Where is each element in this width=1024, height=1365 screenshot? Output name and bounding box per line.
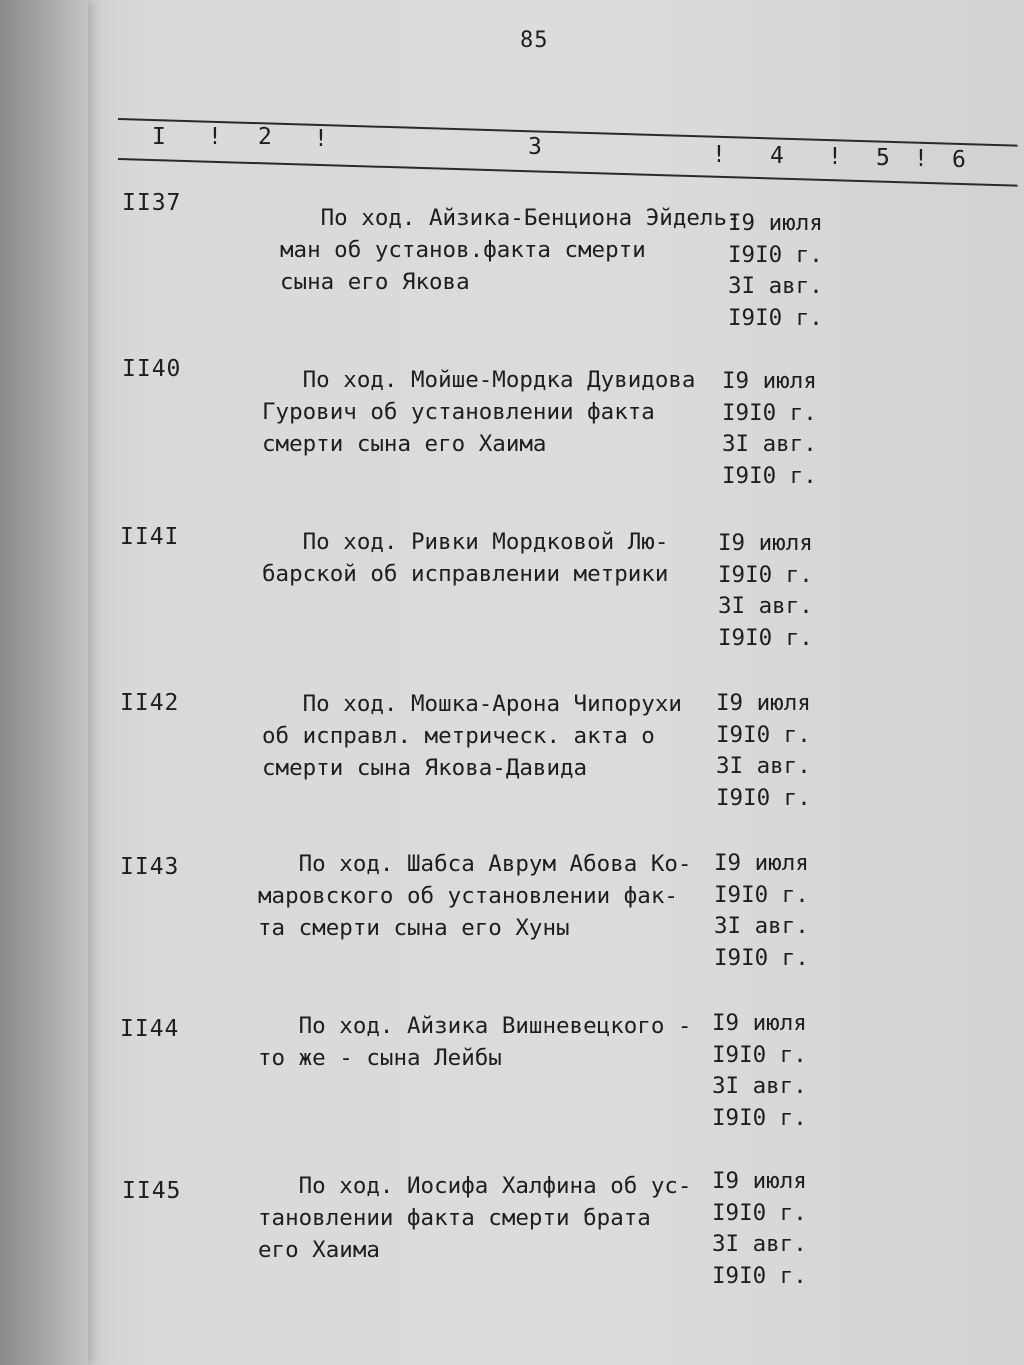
description-line: об исправл. метрическ. акта о [262, 723, 655, 749]
description-line: его Хаима [258, 1237, 380, 1263]
record-number: II43 [120, 854, 180, 880]
record-number: II42 [120, 690, 180, 716]
header-separator: ! [828, 144, 842, 170]
date-start-day: I9 июля [716, 690, 811, 716]
record-dates [718, 528, 813, 654]
date-end-day: 3I авг. [712, 1231, 807, 1257]
record-dates [712, 1166, 807, 1292]
date-end-year: I9I0 г. [716, 784, 811, 811]
description-line: По ход. Иосифа Халфина об ус- [258, 1173, 692, 1199]
record-number: II45 [122, 1178, 182, 1204]
record-number: II37 [122, 190, 182, 216]
header-separator: ! [314, 126, 328, 152]
record-dates [714, 848, 809, 974]
header-separator: ! [914, 146, 928, 172]
record-description [262, 526, 668, 590]
date-end-day: 3I авг. [716, 753, 811, 779]
date-end-year: I9I0 г. [718, 624, 813, 651]
table-header-top-rule [118, 118, 1018, 147]
date-end-year: I9I0 г. [712, 1104, 807, 1131]
header-col-1: I [152, 124, 166, 150]
description-line: По ход. Шабса Аврум Абова Ко- [258, 851, 692, 877]
date-end-day: 3I авг. [728, 273, 823, 299]
description-line: Гурович об установлении факта [262, 399, 655, 425]
description-line: По ход. Мошка-Арона Чипорухи [262, 691, 682, 717]
description-line: смерти сына его Хаима [262, 431, 547, 457]
description-line: та смерти сына его Хуны [258, 915, 570, 941]
record-description [280, 202, 741, 298]
description-line: смерти сына Якова-Давида [262, 755, 588, 781]
header-col-3: 3 [528, 134, 542, 160]
header-col-6: 6 [952, 147, 966, 173]
header-separator: ! [208, 124, 222, 150]
date-start-year: I9I0 г. [714, 881, 809, 908]
date-end-day: 3I авг. [718, 593, 813, 619]
date-start-year: I9I0 г. [722, 399, 817, 426]
date-start-day: I9 июля [718, 530, 813, 556]
date-end-day: 3I авг. [722, 431, 817, 457]
record-dates [716, 688, 811, 814]
record-number: II4I [120, 524, 180, 550]
record-description [258, 1010, 691, 1074]
header-col-5: 5 [876, 145, 890, 171]
description-line: По ход. Мойше-Мордка Дувидова [262, 367, 696, 393]
record-description [262, 688, 682, 784]
record-dates [722, 366, 817, 492]
description-line: то же - сына Лейбы [258, 1045, 502, 1071]
header-col-4: 4 [770, 143, 784, 169]
date-end-year: I9I0 г. [712, 1262, 807, 1289]
date-end-year: I9I0 г. [714, 944, 809, 971]
date-start-day: I9 июля [714, 850, 809, 876]
description-line: сына его Якова [280, 269, 470, 295]
page-number: 85 [520, 28, 549, 53]
header-col-2: 2 [258, 124, 272, 150]
date-start-year: I9I0 г. [718, 561, 813, 588]
record-description [262, 364, 695, 460]
description-line: По ход. Айзика Вишневецкого - [258, 1013, 692, 1039]
record-description [258, 1170, 691, 1266]
record-dates [728, 208, 823, 334]
date-end-year: I9I0 г. [722, 462, 817, 489]
date-start-year: I9I0 г. [728, 241, 823, 268]
book-gutter [0, 0, 88, 1365]
header-separator: ! [712, 142, 726, 168]
date-end-year: I9I0 г. [728, 304, 823, 331]
record-description [258, 848, 691, 944]
date-start-day: I9 июля [712, 1168, 807, 1194]
description-line: По ход. Ривки Мордковой Лю- [262, 529, 669, 555]
date-start-day: I9 июля [712, 1010, 807, 1036]
date-start-year: I9I0 г. [712, 1041, 807, 1068]
record-number: II40 [122, 356, 182, 382]
date-start-year: I9I0 г. [712, 1199, 807, 1226]
date-end-day: 3I авг. [714, 913, 809, 939]
date-end-day: 3I авг. [712, 1073, 807, 1099]
date-start-year: I9I0 г. [716, 721, 811, 748]
description-line: По ход. Айзика-Бенциона Эйдель- [280, 205, 741, 231]
date-start-day: I9 июля [728, 210, 823, 236]
description-line: ман об установ.факта смерти [280, 237, 646, 263]
description-line: тановлении факта смерти брата [258, 1205, 651, 1231]
date-start-day: I9 июля [722, 368, 817, 394]
description-line: маровского об установлении фак- [258, 883, 678, 909]
record-number: II44 [120, 1016, 180, 1042]
record-dates [712, 1008, 807, 1134]
description-line: барской об исправлении метрики [262, 561, 669, 587]
